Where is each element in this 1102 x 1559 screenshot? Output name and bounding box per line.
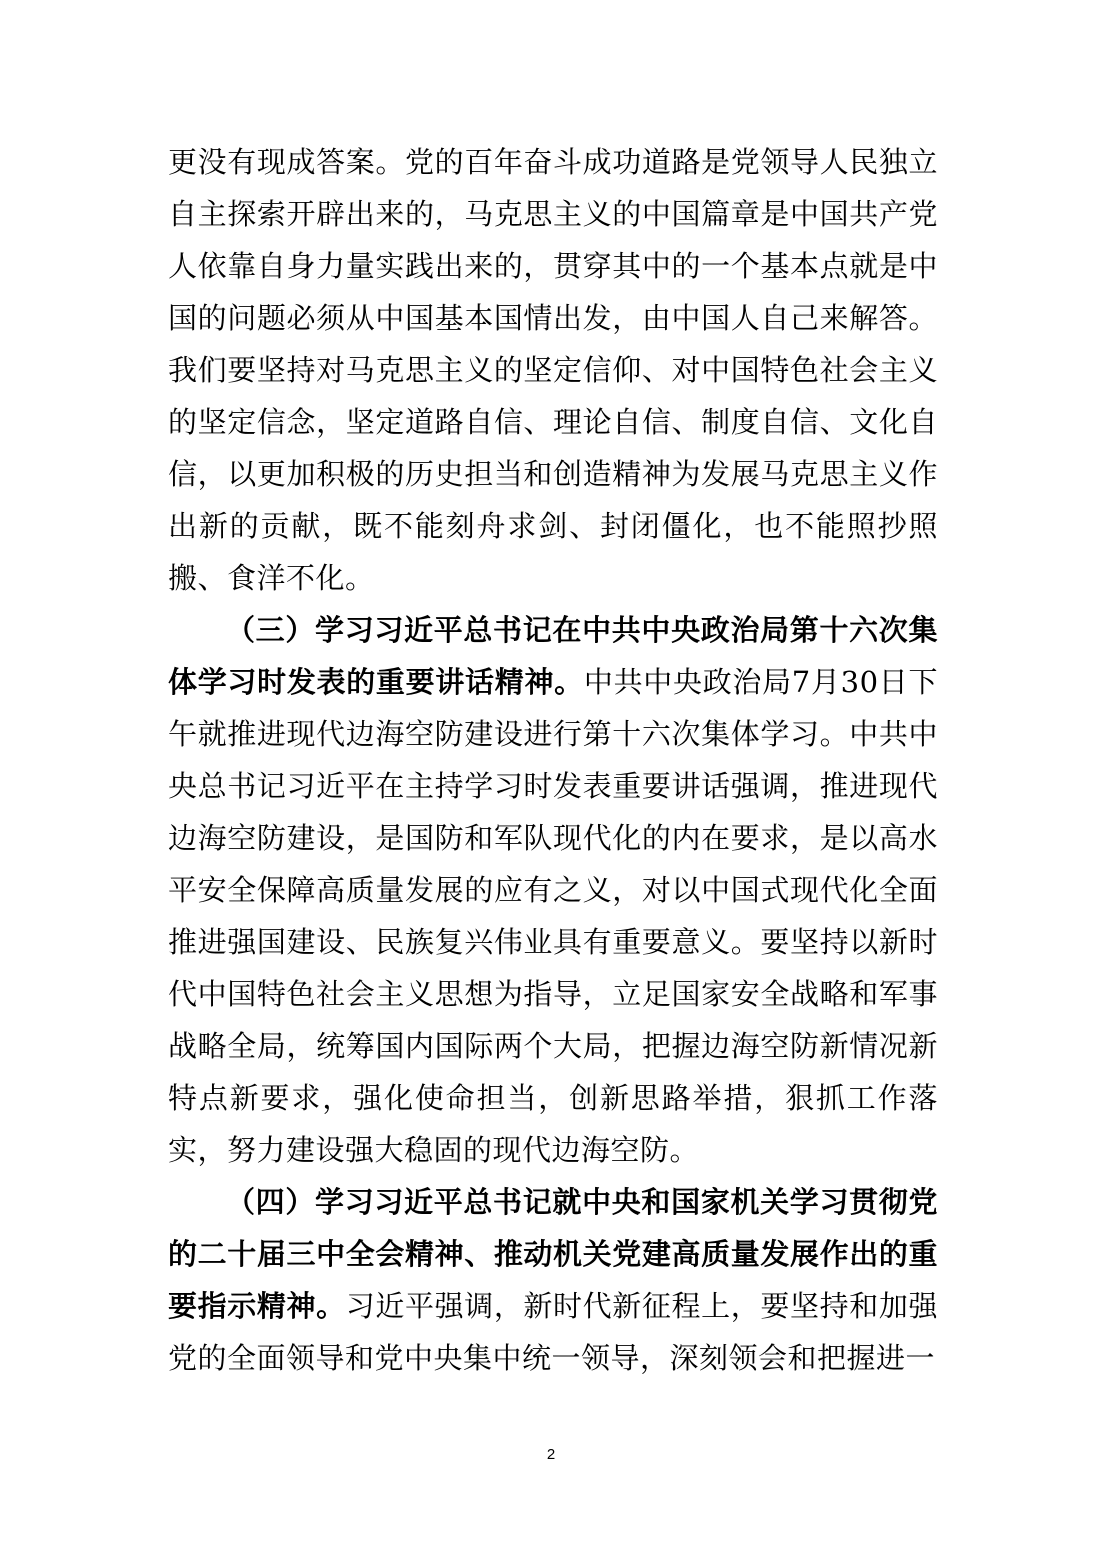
paragraph-3-heading: （四）学习习近平总书记就中央和国家机关学习贯彻党的二十届三中全会精神、推动机关党建高质量发展作出的重要指示精神。: [168, 1185, 938, 1323]
paragraph-3-body: 习近平强调，新时代新征程上，要坚持和加强党的全面领导和党中央集中统一领导，深刻领会和把握进一: [168, 1289, 938, 1375]
paragraph-2-body: 中共中央政治局7月30日下午就推进现代边海空防建设进行第十六次集体学习。中共中央总书记习近平在主持学习时发表重要讲话强调，推进现代边海空防建设，是国防和军队现代化的内在要求，是以高水平安全保障高质量发展的应有之义，对以中国式现代化全面推进强国建设、民族复兴伟业具有重要意义。要坚持以新时代中国特色社会主义思想为指导，立足国家安全战略和军事战略全局，统筹国内国际两个大局，把握边海空防新情况新特点新要求，强化使命担当，创新思路举措，狠抓工作落实，努力建设强大稳固的现代边海空防。: [168, 665, 938, 1167]
document-body: [168, 136, 938, 1384]
paragraph-2: [168, 604, 938, 1176]
page-number: 2: [546, 1446, 556, 1463]
paragraph-3: [168, 1176, 938, 1384]
paragraph-2-heading: （三）学习习近平总书记在中共中央政治局第十六次集体学习时发表的重要讲话精神。: [168, 613, 938, 699]
paragraph-1: 更没有现成答案。党的百年奋斗成功道路是党领导人民独立自主探索开辟出来的，马克思主义的中国篇章是中国共产党人依靠自身力量实践出来的，贯穿其中的一个基本点就是中国的问题必须从中国基本国情出发，由中国人自己来解答。我们要坚持对马克思主义的坚定信仰、对中国特色社会主义的坚定信念，坚定道路自信、理论自信、制度自信、文化自信，以更加积极的历史担当和创造精神为发展马克思主义作出新的贡献，既不能刻舟求剑、封闭僵化，也不能照抄照搬、食洋不化。: [168, 145, 938, 595]
